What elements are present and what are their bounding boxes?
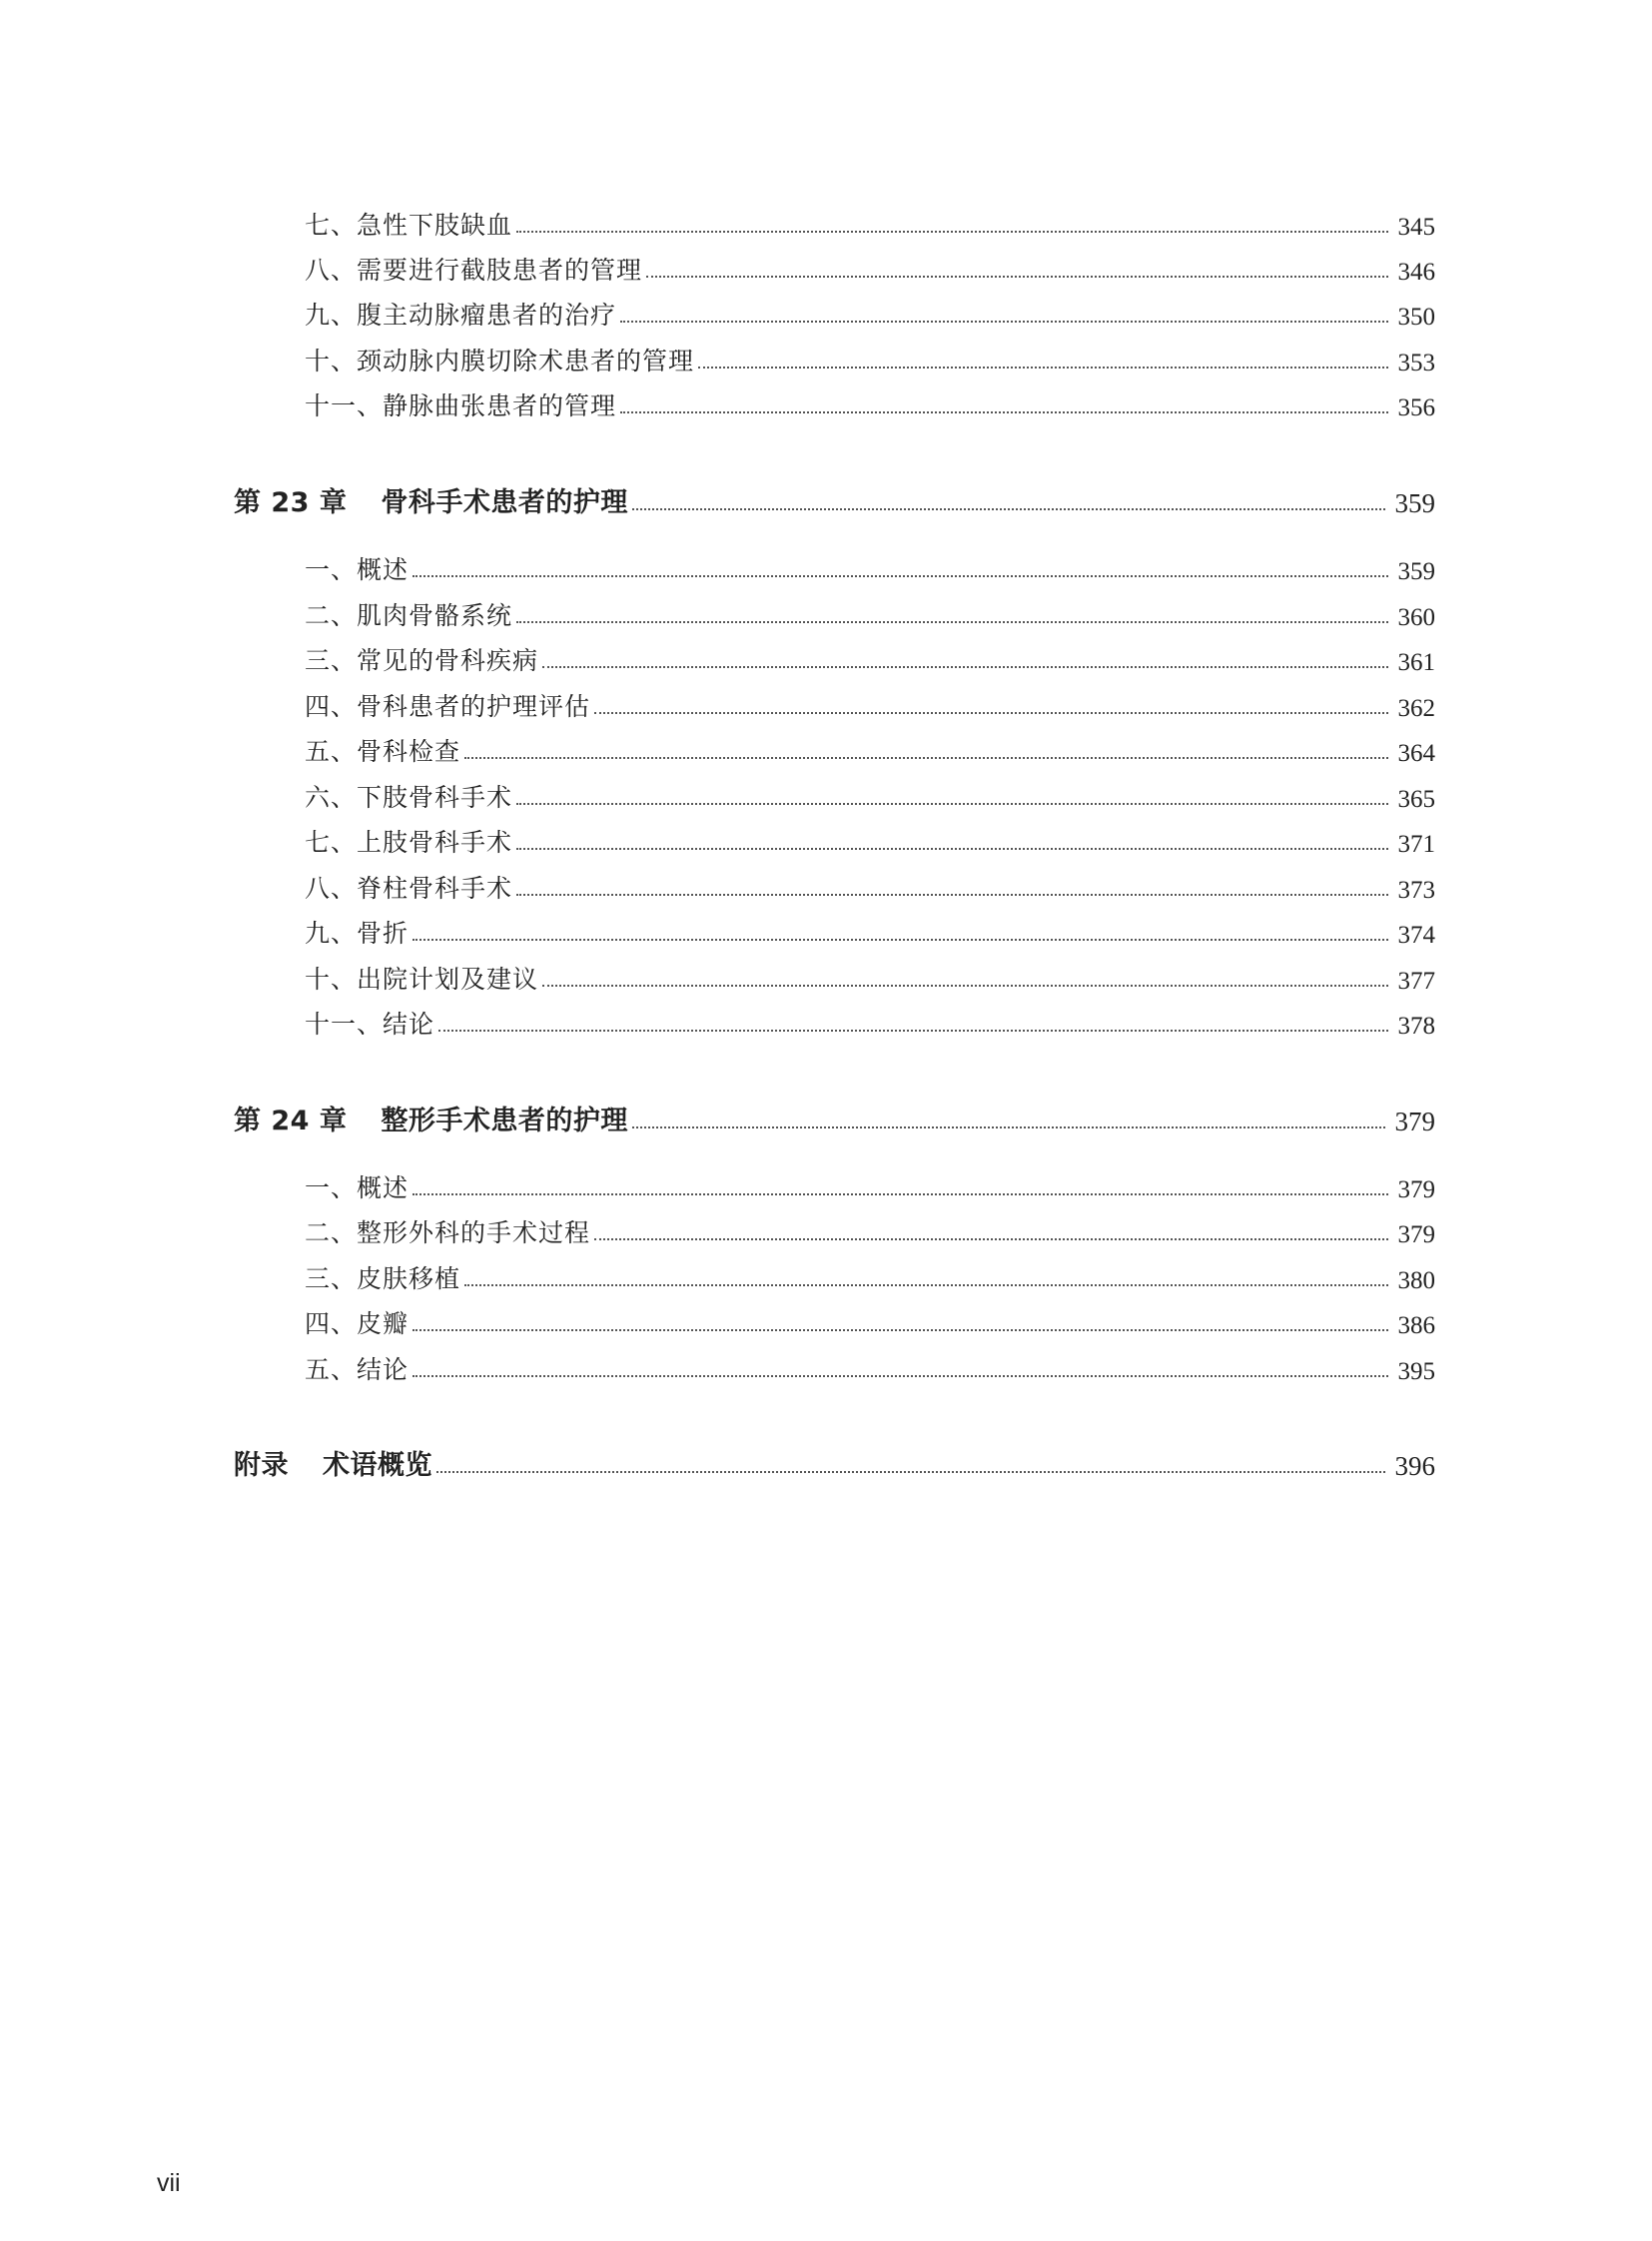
dot-leader [620,320,1387,323]
dot-leader [516,847,1387,850]
toc-entry-label: 七、急性下肢缺血 [305,211,513,240]
toc-entry[interactable] [0,859,1652,905]
dot-leader [516,802,1387,805]
toc-entry[interactable] [0,677,1652,723]
toc-entry[interactable] [0,904,1652,950]
dot-leader [632,507,1385,510]
toc-entry-page: 364 [1397,740,1435,767]
toc-entry-label: 十、出院计划及建议 [305,965,539,994]
toc-entry-label: 四、骨科患者的护理评估 [305,692,591,721]
chapter-number: 第 23 章 [234,487,348,518]
dot-leader [516,620,1387,623]
dot-leader [464,756,1387,759]
toc-entry-page: 379 [1397,1176,1435,1203]
toc-entry-label: 二、肌肉骨骼系统 [305,601,513,630]
toc-entry-page: 395 [1397,1358,1435,1385]
appendix-page: 396 [1394,1451,1435,1481]
toc-entry-label: 一、概述 [305,1173,410,1202]
toc-entry-page: 362 [1397,695,1435,722]
toc-entry[interactable] [0,1340,1652,1386]
dot-leader [620,410,1387,413]
toc-entry-label: 五、骨科检查 [305,737,461,766]
toc-entry[interactable] [0,1294,1652,1340]
toc-entry-label: 七、上肢骨科手术 [305,828,513,857]
toc-entry[interactable] [0,813,1652,859]
toc-entry-label: 八、脊柱骨科手术 [305,874,513,903]
dot-leader [413,1192,1387,1195]
page-folio: vii [157,2169,181,2197]
dot-leader [542,665,1387,668]
appendix-heading[interactable] [0,1436,1652,1482]
dot-leader [698,366,1387,369]
toc-entry-page: 356 [1397,394,1435,421]
toc-entry[interactable] [0,586,1652,632]
toc-entry[interactable] [0,1203,1652,1249]
chapter-heading-23[interactable] [0,473,1652,519]
dot-leader [464,1283,1387,1286]
toc-entry[interactable] [0,1249,1652,1295]
dot-leader [413,1374,1387,1377]
toc-entry-page: 378 [1397,1013,1435,1040]
dot-leader [413,574,1387,577]
toc-entry-page: 386 [1397,1312,1435,1339]
chapter-page: 379 [1394,1107,1435,1136]
toc-entry-label: 九、骨折 [305,919,410,948]
toc-entry[interactable] [0,540,1652,586]
toc-entry-page: 361 [1397,649,1435,676]
toc-entry[interactable] [0,768,1652,814]
toc-entry-label: 三、常见的骨科疾病 [305,646,539,675]
appendix-number: 附录 [234,1450,289,1481]
toc-entry[interactable] [0,286,1652,332]
dot-leader [516,230,1387,233]
toc-entry-page: 373 [1397,877,1435,904]
dot-leader [436,1470,1385,1473]
toc-entry-label: 九、腹主动脉瘤患者的治疗 [305,301,617,330]
toc-entry-label: 十一、静脉曲张患者的管理 [305,391,617,420]
dot-leader [594,1237,1387,1240]
toc-entry-page: 371 [1397,831,1435,858]
appendix-title: 术语概览 [323,1450,432,1481]
toc-entry-page: 379 [1397,1221,1435,1248]
toc-entry-page: 374 [1397,922,1435,949]
toc-entry[interactable] [0,995,1652,1041]
chapter-heading-24[interactable] [0,1092,1652,1137]
dot-leader [594,711,1387,714]
dot-leader [438,1029,1387,1032]
dot-leader [632,1125,1385,1128]
toc-entry-label: 六、下肢骨科手术 [305,783,513,812]
toc-entry-page: 360 [1397,604,1435,631]
toc-entry-label: 二、整形外科的手术过程 [305,1218,591,1247]
toc-entry[interactable] [0,950,1652,996]
dot-leader [413,1328,1387,1331]
toc-entry-page: 380 [1397,1267,1435,1294]
toc-entry-page: 365 [1397,786,1435,813]
dot-leader [646,275,1387,278]
toc-entry-label: 十一、结论 [305,1010,435,1039]
toc-entry-label: 四、皮瓣 [305,1309,410,1338]
dot-leader [413,938,1387,941]
dot-leader [516,893,1387,896]
toc-entry[interactable] [0,332,1652,377]
chapter-title: 整形手术患者的护理 [381,1106,628,1136]
toc-entry[interactable] [0,722,1652,768]
toc-entry[interactable] [0,631,1652,677]
chapter-page: 359 [1394,488,1435,518]
toc-entry-label: 一、概述 [305,555,410,584]
chapter-title: 骨科手术患者的护理 [381,487,628,518]
toc-entry-page: 346 [1397,259,1435,286]
toc-entry-page: 359 [1397,558,1435,585]
toc-entry-page: 345 [1397,214,1435,241]
toc-entry-label: 十、颈动脉内膜切除术患者的管理 [305,347,695,375]
toc-entry-page: 353 [1397,350,1435,376]
dot-leader [542,984,1387,987]
toc-entry[interactable] [0,1158,1652,1204]
toc-entry[interactable] [0,196,1652,242]
toc-entry[interactable] [0,376,1652,422]
toc-entry-label: 五、结论 [305,1355,410,1384]
toc-entry-page: 350 [1397,304,1435,331]
toc-entry[interactable] [0,241,1652,287]
toc-entry-label: 八、需要进行截肢患者的管理 [305,256,643,285]
toc-entry-label: 三、皮肤移植 [305,1264,461,1293]
chapter-number: 第 24 章 [234,1106,348,1136]
toc-entry-page: 377 [1397,968,1435,995]
